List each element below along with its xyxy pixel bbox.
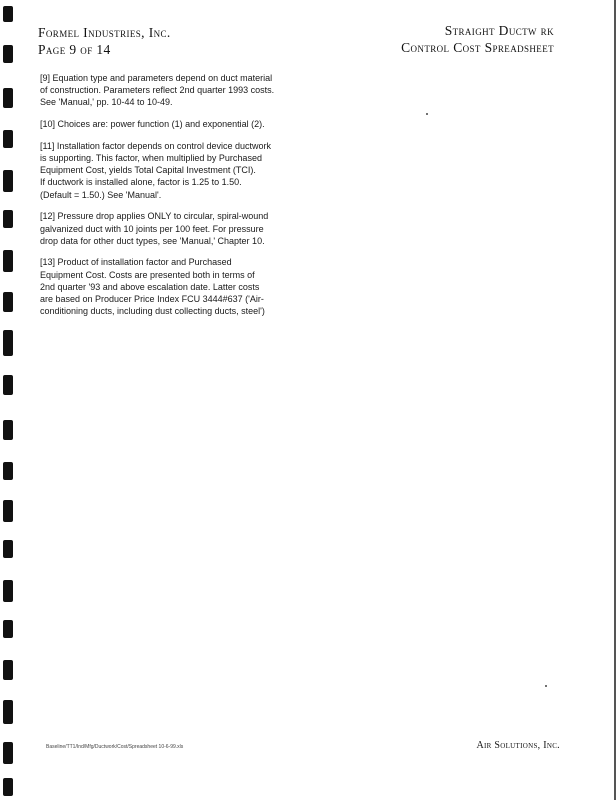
binder-mark	[3, 292, 13, 312]
note-13: [13] Product of installation factor and Purchased Equipment Cost. Costs are presented both in terms of 2nd quarter '93 and above escalation date. Latter costs are based on Producer Price Index FCU 3444#637 ('Air- conditioning ducts, including dust collecting ducts, steel')	[40, 257, 265, 317]
binder-mark	[3, 462, 13, 480]
notes-section	[40, 72, 320, 327]
note-9: [9] Equation type and parameters depend on duct material of construction. Parameters reflect 2nd quarter 1993 costs. See 'Manual,' pp. 10-44 to 10-49.	[40, 73, 275, 108]
footer-company: Air Solutions, Inc.	[476, 740, 560, 751]
header-right	[401, 22, 554, 56]
binder-mark	[3, 6, 13, 22]
binder-mark	[3, 660, 13, 680]
binder-mark	[3, 330, 13, 356]
binder-mark	[3, 620, 13, 638]
binder-mark	[3, 210, 13, 228]
binder-mark	[3, 250, 13, 272]
binder-mark	[3, 700, 13, 724]
note-12: [12] Pressure drop applies ONLY to circular, spiral-wound galvanized duct with 10 joints per 100 feet. For pressure drop data for other duct types, see 'Manual,' Chapter 10.	[40, 211, 269, 246]
footer-file-label: Baseline/TT1/Ind/Mfg/Ductwork/Cost/Spreadsheet 10-6-99.xls	[46, 744, 184, 750]
binder-mark	[3, 45, 13, 63]
note-11: [11] Installation factor depends on control device ductwork is supporting. This factor, when multiplied by Purchased Equipment Cost, yields Total Capital Investment (TCI). If ductwork is installed alone, factor is 1.25 to 1.50. (Default = 1.50.) See 'Manual'.	[40, 140, 271, 200]
company-name: Formel Industries, Inc.	[38, 25, 171, 40]
binder-mark	[3, 778, 13, 796]
scan-speck	[426, 113, 428, 115]
binder-mark	[3, 375, 13, 395]
binder-mark	[3, 580, 13, 602]
binder-mark	[3, 742, 13, 764]
binder-edge-marks	[0, 0, 20, 800]
binder-mark	[3, 170, 13, 192]
document-title: Straight Ductw rk	[444, 23, 554, 38]
header-left	[38, 24, 171, 58]
binder-mark	[3, 130, 13, 148]
binder-mark	[3, 540, 13, 558]
binder-mark	[3, 88, 13, 108]
binder-mark	[3, 500, 13, 522]
binder-mark	[3, 420, 13, 440]
note-10: [10] Choices are: power function (1) and exponential (2).	[40, 119, 265, 130]
page-number: Page 9 of 14	[38, 42, 111, 57]
scan-speck	[545, 685, 547, 687]
document-subtitle: Control Cost Spreadsheet	[401, 40, 554, 55]
